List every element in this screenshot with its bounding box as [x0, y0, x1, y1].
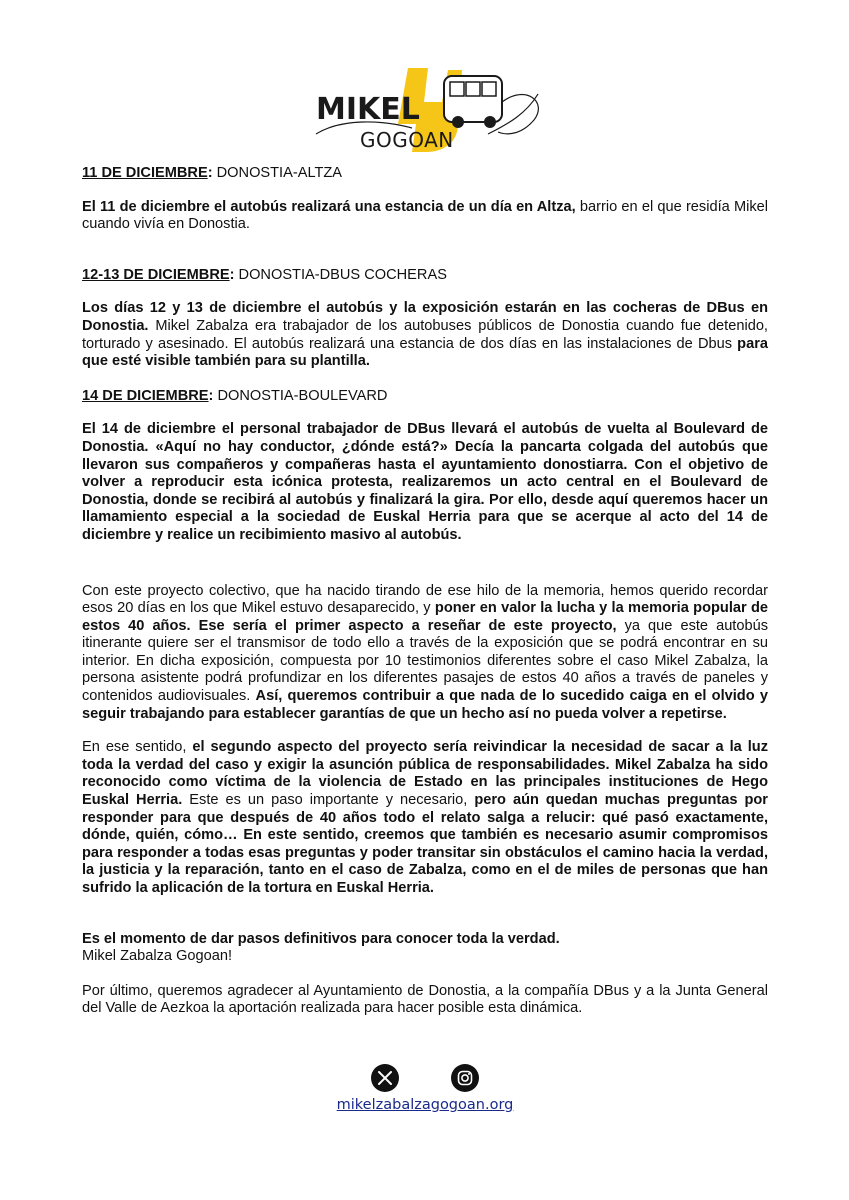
body-text: ya que este autobús itinerante quiere ser el transmisor de todo ello a través de la exposición que se podrá encontrar en su interior. En dicha exposición, compuesta por 10 testimonios diferentes sobre el caso Mikel Zabalza, la persona asistente podrá profundizar en los diferentes pasajes de estos 40 años a través de paneles y contenidos audiovisuales.	[82, 617, 769, 705]
body-text: Mikel Zabalza era trabajador de los autobuses públicos de Donostia cuando fue detenido, torturado y asesinado. El autobús realizará una estancia de dos días en las instalaciones de Dbus	[82, 317, 768, 352]
paragraph-altza	[82, 199, 768, 234]
heading-place: DONOSTIA-ALTZA	[212, 165, 343, 181]
paragraph-agradecimientos: Por último, queremos agradecer al Ayuntamiento de Donostia, a la compañía DBus y a la Junta General del Valle de Aezkoa la aportación realizada para hacer posible esta dinámica.	[82, 982, 768, 1017]
heading-colon: :	[207, 165, 213, 181]
x-logo-icon[interactable]	[371, 1064, 399, 1092]
bold-text: Los días 12 y 13 de diciembre el autobús y la exposición estarán en las cocheras de DBus en Donostia.	[82, 300, 768, 334]
bold-text: para que esté visible también para su plantilla.	[82, 335, 768, 370]
heading-place: DONOSTIA-BOULEVARD	[213, 387, 388, 404]
bold-text: Así, queremos contribuir a que nada de lo sucedido caiga en el olvido y seguir trabajando para establecer garantías de que un hecho así no pueda volver a repetirse.	[82, 688, 768, 722]
logo-text-gogoan: GOGOAN	[360, 128, 454, 152]
heading-colon: :	[229, 266, 235, 283]
body-text: barrio en el que residía Mikel cuando vivía en Donostia.	[82, 198, 769, 233]
body-text: Con este proyecto colectivo, que ha nacido tirando de ese hilo de la memoria, hemos querido recordar esos 20 días en los que Mikel estuvo desaparecido, y	[82, 582, 768, 617]
bold-text: el segundo aspecto del proyecto sería reivindicar la necesidad de sacar a la luz toda la verdad del caso y exigir la asunción pública de responsabilidades. Mikel Zabalza ha sido reconocido como víctima de la violencia de Estado en las principales instituciones de Hego Euskal Herria.	[82, 739, 768, 809]
closing-statement: Es el momento de dar pasos definitivos para conocer toda la verdad.	[82, 930, 560, 947]
heading-date: 11 DE DICIEMBRE	[82, 165, 208, 181]
section-heading-altza	[82, 165, 768, 183]
paragraph-verdad	[82, 739, 768, 897]
paragraph-proyecto	[82, 583, 768, 724]
bold-text: poner en valor la lucha y la memoria popular de estos 40 años. Ese sería el primer aspecto a reseñar de este proyecto,	[82, 600, 768, 634]
mikel-gogoan-logo	[312, 62, 548, 158]
website-link[interactable]: mikelzabalzagogoan.org	[336, 1097, 514, 1113]
document-body	[82, 165, 768, 1018]
bold-text: pero aún quedan muchas preguntas por responder para que después de 40 años todo el relato salga a relucir: qué pasó exactamente, dónde, quién, cómo… En este sentido, creemos que también es necesario asumir compromisos para responder a todas esas preguntas y poder transitar sin obstáculos el camino hacia la verdad, la justicia y la reparación, tanto en el caso de Zabalza, como en el de miles de personas que han sufrido la aplicación de la tortura en Euskal Herria.	[82, 792, 768, 896]
body-text: En ese sentido,	[82, 739, 193, 756]
paragraph-boulevard: El 14 de diciembre el personal trabajador de DBus llevará el autobús de vuelta al Boulevard de Donostia. «Aquí no hay conductor, ¿dónde está?» Decía la pancarta colgada del autobús que llevaron sus compañeros y compañeras hasta el ayuntamiento donostiarra. Con el objetivo de volver a reproducir esta icónica protesta, realizaremos un acto central en el Boulevard de Donostia, donde se recibirá al autobús y finalizará la gira. Por ello, desde aquí queremos hacer un llamamiento especial a la sociedad de Euskal Herria para que se acerque al acto del 14 de diciembre y realice un recibimiento masivo al autobús.	[82, 421, 768, 543]
logo-text-mikel: MIKEL	[316, 92, 420, 127]
body-text: Este es un paso importante y necesario,	[182, 792, 475, 809]
section-heading-cocheras	[82, 267, 768, 285]
instagram-icon[interactable]	[451, 1064, 479, 1092]
closing-signature: Mikel Zabalza Gogoan!	[82, 948, 233, 965]
heading-colon: :	[208, 387, 214, 404]
paragraph-cocheras	[82, 300, 768, 370]
bold-text: El 11 de diciembre el autobús realizará una estancia de un día en Altza,	[82, 198, 576, 215]
heading-place: DONOSTIA-DBUS COCHERAS	[234, 266, 447, 283]
heading-date: 14 DE DICIEMBRE	[82, 387, 209, 404]
section-heading-boulevard	[82, 388, 768, 406]
heading-date: 12-13 DE DICIEMBRE	[82, 266, 230, 283]
